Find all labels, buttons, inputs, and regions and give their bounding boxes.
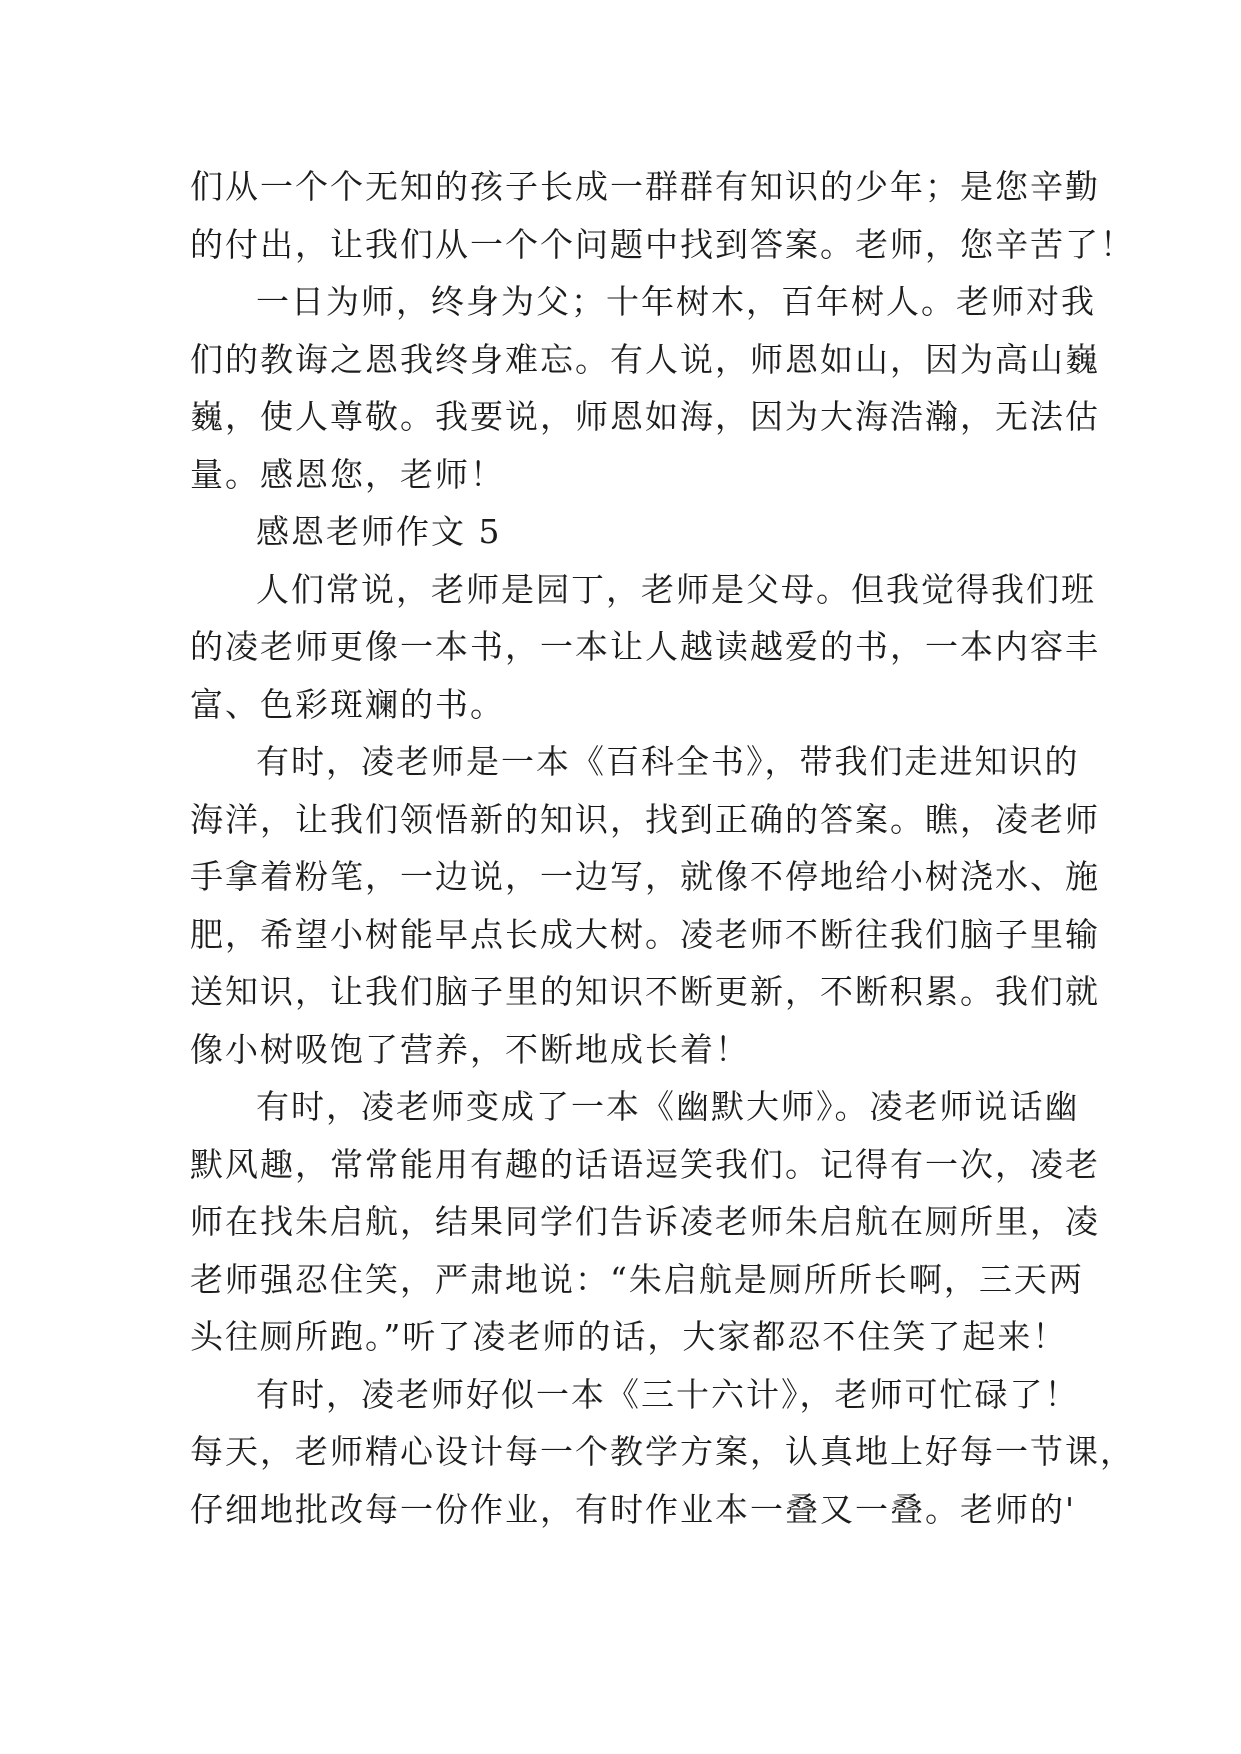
- text-line: 的付出，让我们从一个个问题中找到答案。老师，您辛苦了！: [190, 224, 1135, 264]
- text-line: 肥，希望小树能早点长成大树。凌老师不断往我们脑子里输: [190, 914, 1100, 954]
- text-line: 老师强忍住笑，严肃地说：“朱启航是厕所所长啊，三天两: [190, 1259, 1084, 1299]
- paragraph-start-line: 有时，凌老师好似一本《三十六计》，老师可忙碌了！: [256, 1374, 1080, 1414]
- text-line: 富、色彩斑斓的书。: [190, 684, 505, 724]
- text-line: 头往厕所跑。”听了凌老师的话，大家都忍不住笑了起来！: [190, 1317, 1068, 1356]
- text-line: 师在找朱启航，结果同学们告诉凌老师朱启航在厕所里，凌: [190, 1202, 1100, 1241]
- text-line: 的凌老师更像一本书，一本让人越读越爱的书，一本内容丰: [190, 627, 1100, 666]
- text-line: 默风趣，常常能用有趣的话语逗笑我们。记得有一次，凌老: [190, 1144, 1100, 1184]
- text-line: 手拿着粉笔，一边说，一边写，就像不停地给小树浇水、施: [190, 857, 1100, 896]
- section-heading: 感恩老师作文 5: [256, 512, 502, 551]
- text-line: 们的教诲之恩我终身难忘。有人说，师恩如山，因为高山巍: [190, 339, 1100, 379]
- text-line: 们从一个个无知的孩子长成一群群有知识的少年；是您辛勤: [190, 167, 1100, 206]
- text-line: 海洋，让我们领悟新的知识，找到正确的答案。瞧，凌老师: [190, 799, 1100, 839]
- text-line: 仔细地批改每一份作业，有时作业本一叠又一叠。老师的': [190, 1489, 1077, 1529]
- paragraph-start-line: 人们常说，老师是园丁，老师是父母。但我觉得我们班: [256, 569, 1096, 609]
- text-line: 像小树吸饱了营养，不断地成长着！: [190, 1029, 750, 1069]
- paragraph-start-line: 有时，凌老师是一本《百科全书》，带我们走进知识的: [256, 742, 1080, 781]
- essay-text: [190, 158, 1135, 1538]
- text-line: 送知识，让我们脑子里的知识不断更新，不断积累。我们就: [190, 972, 1100, 1011]
- paragraph-start-line: 有时，凌老师变成了一本《幽默大师》。凌老师说话幽: [256, 1087, 1080, 1126]
- text-line: 量。感恩您，老师！: [190, 454, 505, 494]
- text-line: 巍，使人尊敬。我要说，师恩如海，因为大海浩瀚，无法估: [190, 397, 1100, 436]
- paragraph-start-line: 一日为师，终身为父；十年树木，百年树人。老师对我: [256, 282, 1096, 321]
- text-line: 每天，老师精心设计每一个教学方案，认真地上好每一节课，: [190, 1432, 1135, 1471]
